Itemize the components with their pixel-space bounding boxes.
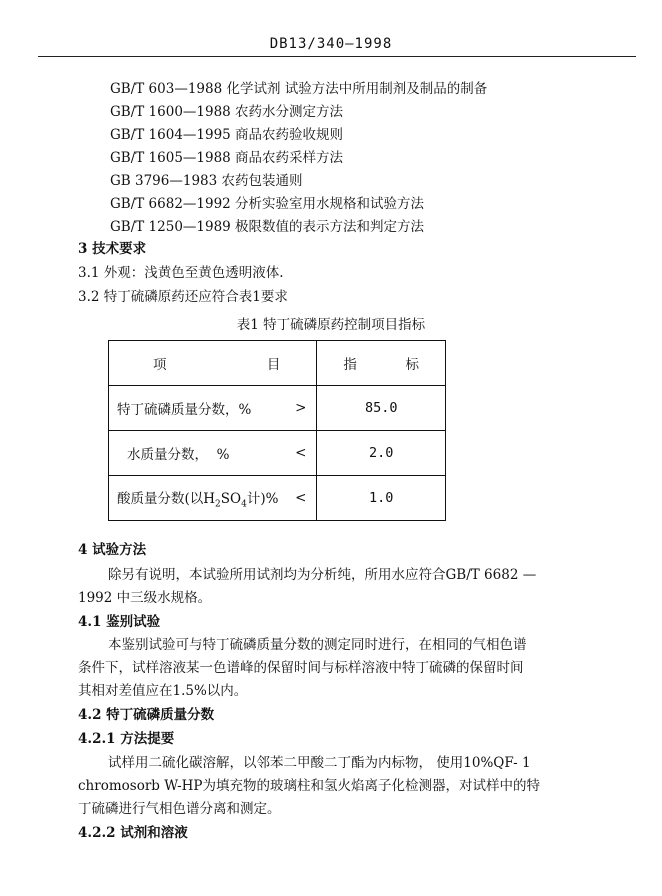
table-row: [109, 431, 446, 476]
section-3-1: 3.1 外观：浅黄色至黄色透明液体.: [78, 265, 284, 281]
reference-line: GB 3796—1983 农药包装通则: [110, 173, 303, 189]
row-label: 酸质量分数(以$H_2SO_4$计)%: [117, 490, 279, 510]
table-row: [109, 476, 446, 521]
row-operator: >: [295, 400, 307, 416]
paragraph-line: 本鉴别试验可与特丁硫磷质量分数的测定同时进行，在相同的气相色谱: [108, 637, 527, 653]
reference-line: GB/T 1604—1995 商品农药验收规则: [110, 127, 344, 143]
paragraph-line: 试样用二硫化碳溶解，以邻苯二甲酸二丁酯为内标物， 使用10%QF- 1: [108, 755, 531, 771]
document-id-header: DB13/340—1998: [269, 36, 393, 52]
header-item-char: 目: [266, 357, 281, 373]
row-value: 85.0: [317, 386, 446, 431]
paragraph-line: 其相对差值应在1.5%以内。: [78, 683, 248, 699]
section-4-heading: 4 试验方法: [78, 542, 147, 558]
table-header-row: [109, 341, 446, 386]
section-3-2: 3.2 特丁硫磷原药还应符合表1要求: [78, 289, 288, 305]
header-value-char: 指: [343, 357, 357, 373]
section-3-heading: 3 技术要求: [78, 241, 147, 257]
table-row: [109, 386, 446, 431]
header-rule: [38, 56, 636, 57]
row-value: 2.0: [317, 431, 446, 476]
row-operator: <: [295, 490, 307, 506]
section-4-2-1-heading: 4.2.1 方法提要: [78, 731, 175, 747]
reference-line: GB/T 1250—1989 极限数值的表示方法和判定方法: [110, 219, 425, 235]
reference-line: GB/T 1600—1988 农药水分测定方法: [110, 104, 344, 120]
section-4-2-heading: 4.2 特丁硫磷质量分数: [78, 707, 215, 723]
section-4-2-2-heading: 4.2.2 试剂和溶液: [78, 825, 188, 841]
header-item-char: 项: [153, 357, 167, 373]
paragraph-line: 条件下，试样溶液某一色谱峰的保留时间与标样溶液中特丁硫磷的保留时间: [78, 660, 524, 676]
reference-line: GB/T 603—1988 化学试剂 试验方法中所用制剂及制品的制备: [110, 81, 488, 97]
row-label: 特丁硫磷质量分数，%: [117, 402, 252, 418]
paragraph-line: 1992 中三级水规格。: [78, 590, 212, 606]
row-label: 水质量分数， %: [127, 447, 230, 463]
row-operator: <: [295, 445, 307, 461]
section-4-1-heading: 4.1 鉴别试验: [78, 614, 161, 630]
reference-line: GB/T 6682—1992 分析实验室用水规格和试验方法: [110, 196, 425, 212]
paragraph-line: chromosorb W-HP为填充物的玻璃柱和氢火焰离子化检测器，对试样中的特: [78, 778, 541, 794]
paragraph-line: 除另有说明，本试验所用试剂均为分析纯，所用水应符合GB/T 6682 —: [108, 567, 537, 583]
reference-line: GB/T 1605—1988 商品农药采样方法: [110, 150, 344, 166]
table-caption: 表1 特丁硫磷原药控制项目指标: [236, 317, 426, 333]
spec-table: [108, 340, 446, 521]
paragraph-line: 丁硫磷进行气相色谱分离和测定。: [78, 801, 281, 817]
row-value: 1.0: [317, 476, 446, 521]
header-value-char: 标: [405, 357, 419, 373]
